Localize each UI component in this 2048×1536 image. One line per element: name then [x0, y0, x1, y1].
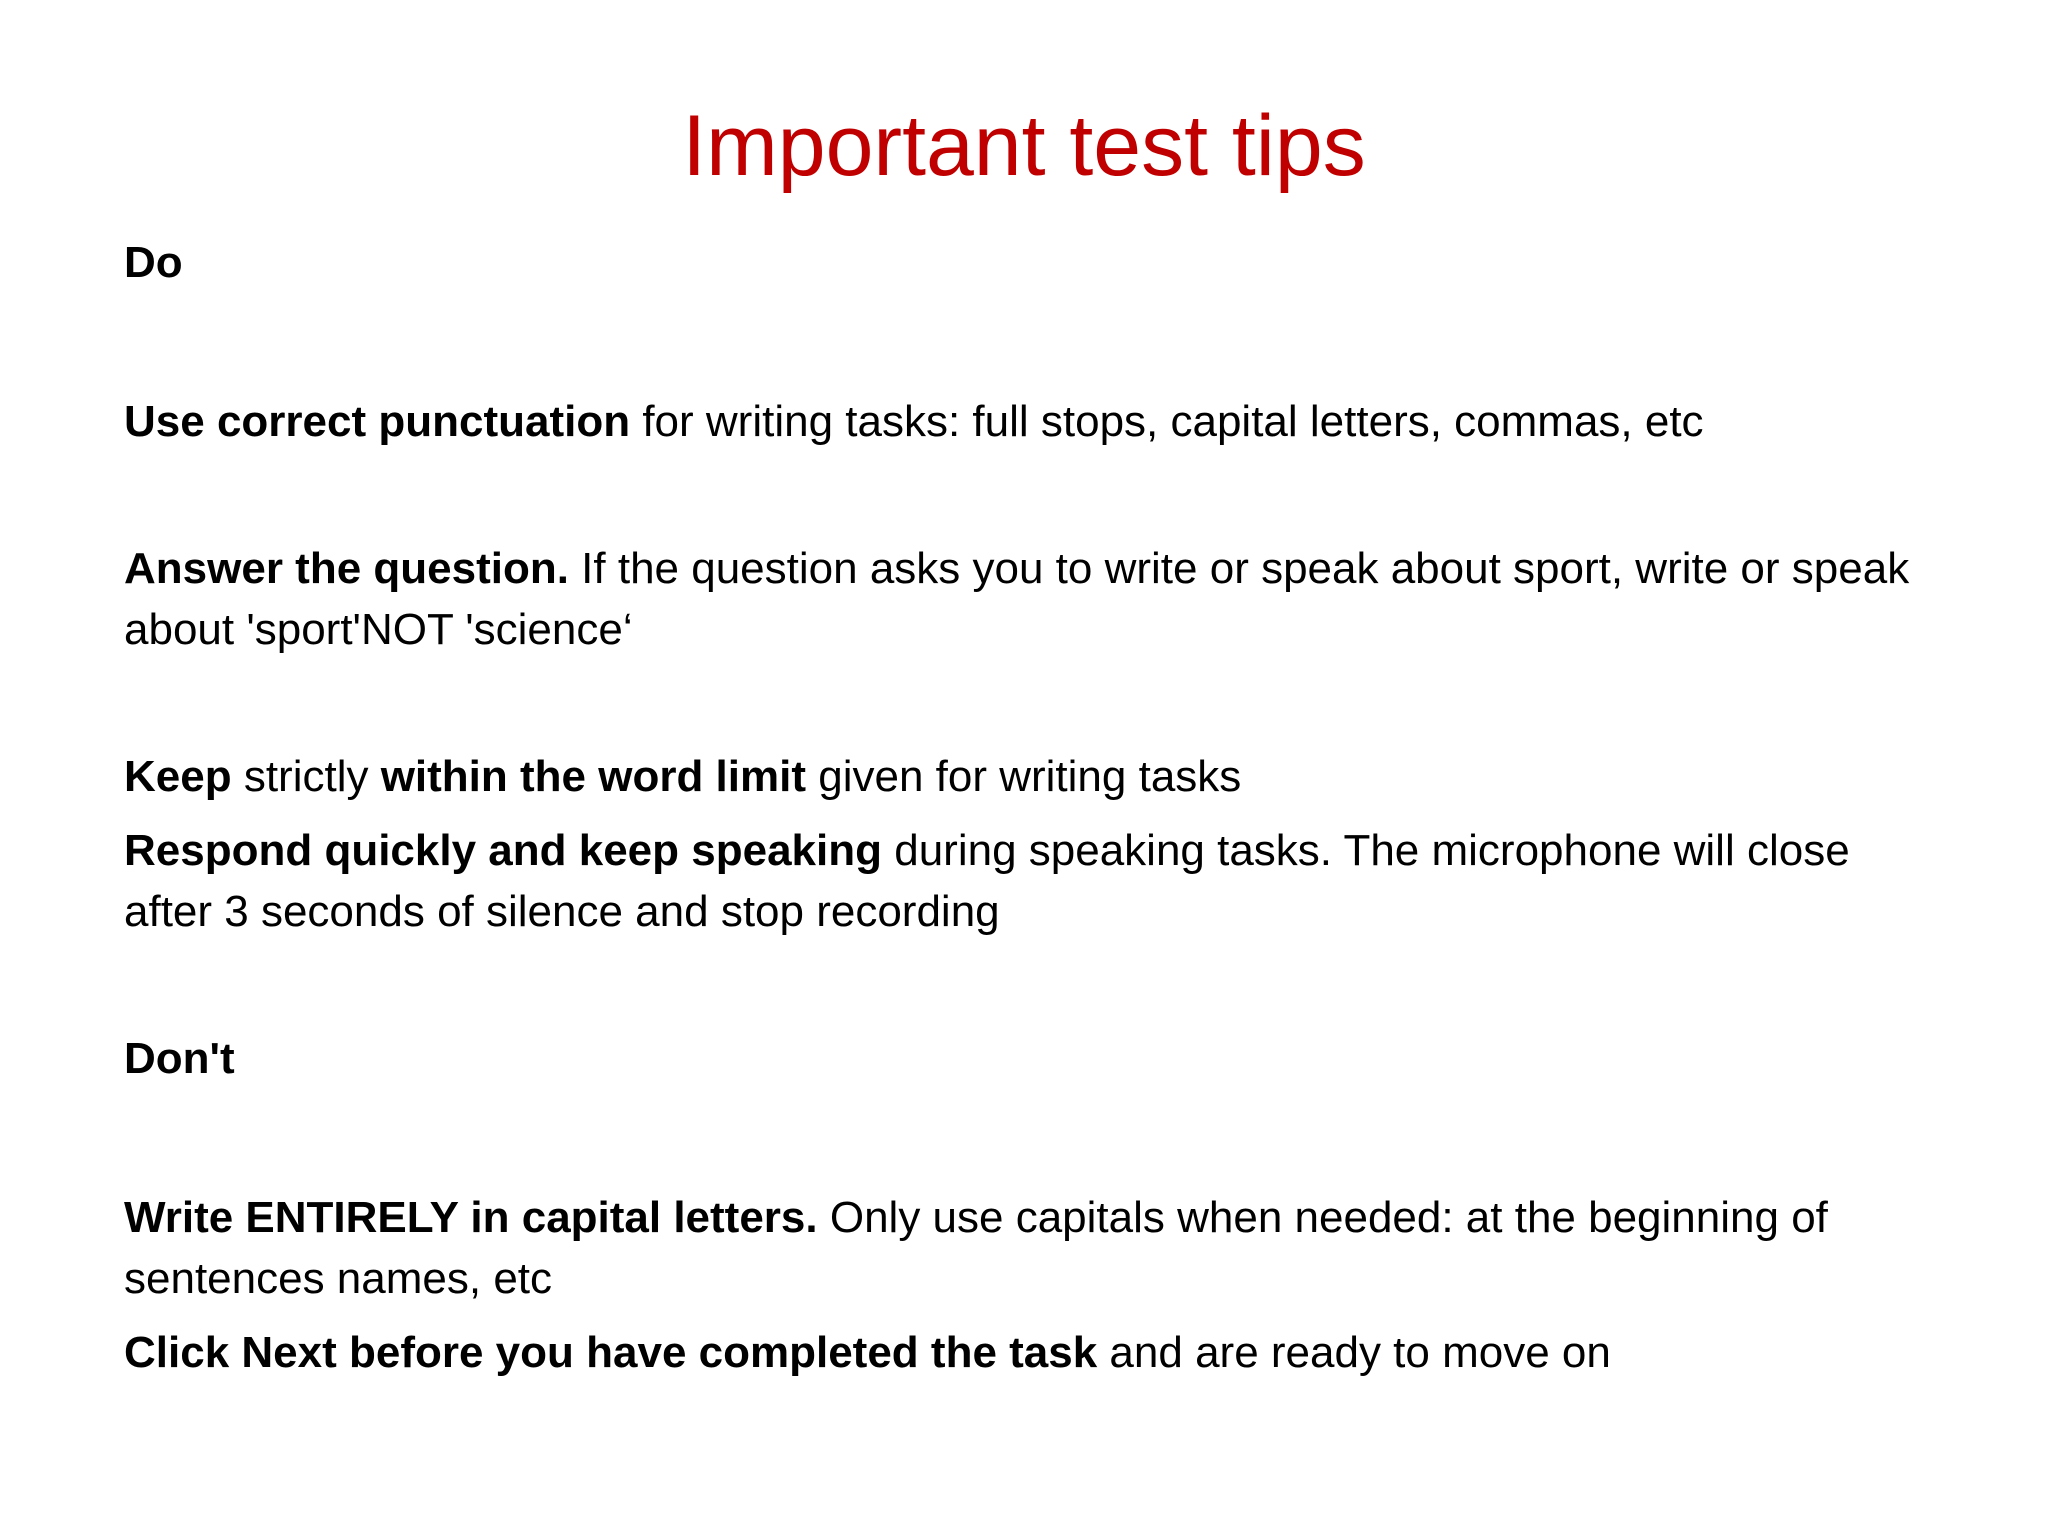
- dont-tip-capital-letters: [124, 1187, 1924, 1309]
- tip-bold: Use correct punctuation: [124, 397, 631, 446]
- do-tip-word-limit: [124, 746, 1924, 807]
- tip-bold: Click Next before you have completed the task: [124, 1328, 1098, 1377]
- tip-text: during speaking tasks. The microphone will close after 3 seconds of silence and stop recording: [124, 826, 1850, 936]
- tip-bold: Keep: [124, 752, 232, 801]
- tip-bold: Answer the question.: [124, 544, 569, 593]
- tip-text: If the question asks you to write or speak about sport, write or speak about 'sport'NOT 'science‘: [124, 544, 1910, 654]
- tip-bold: within the word limit: [380, 752, 807, 801]
- tip-text: Only use capitals when needed: at the beginning of sentences names, etc: [124, 1193, 1828, 1303]
- do-tip-respond-quickly: [124, 820, 1924, 942]
- dont-heading: Don't: [124, 1034, 235, 1083]
- tip-bold: Respond quickly and keep speaking: [124, 826, 882, 875]
- tip-text: for writing tasks: full stops, capital letters, commas, etc: [630, 397, 1704, 446]
- tip-bold: Write ENTIRELY in capital letters.: [124, 1193, 818, 1242]
- tip-text: given for writing tasks: [806, 752, 1242, 801]
- tip-text: strictly: [231, 752, 381, 801]
- tip-text: and are ready to move on: [1097, 1328, 1611, 1377]
- slide-title: Important test tips: [682, 98, 1366, 194]
- slide-body: [124, 232, 1924, 1383]
- dont-tip-click-next: [124, 1322, 1924, 1383]
- do-tip-answer-question: [124, 538, 1924, 660]
- do-heading: Do: [124, 238, 183, 287]
- do-tip-punctuation: [124, 391, 1924, 452]
